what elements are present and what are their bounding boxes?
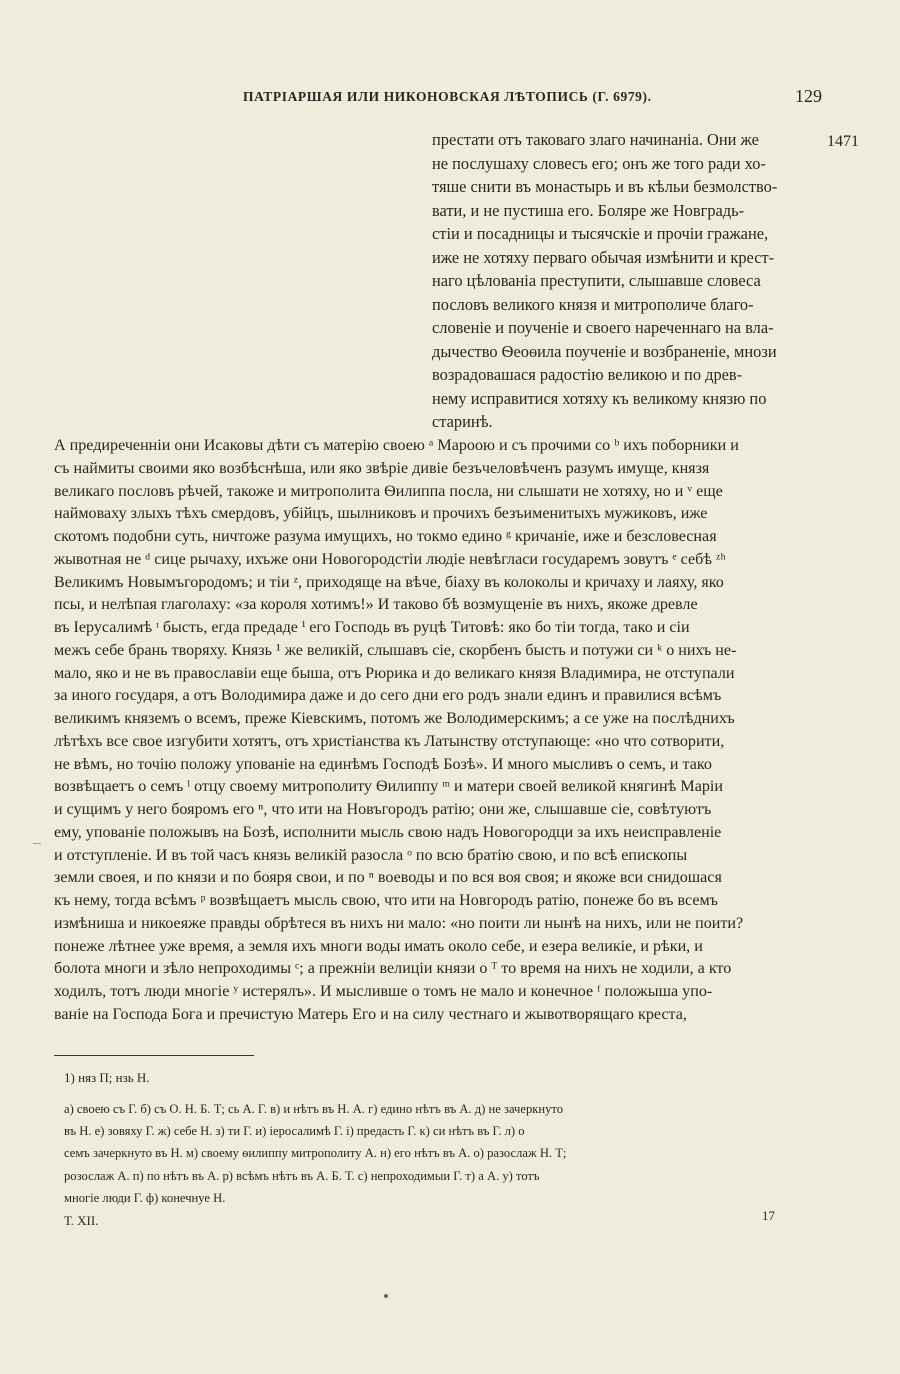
- text-line: въ Іерусалимѣ ᶦ бысть, егда предаде ⁱ его Господь въ руцѣ Титовѣ: яко бо тіи тогда, тако и сіи: [54, 619, 690, 636]
- text-line: великаго пословъ рѣчей, такоже и митрополита Ѳилиппа посла, ни слышати не хотяху, но и ᵛ еще: [54, 482, 723, 500]
- text-line: престати отъ таковаго злаго начинаніа. Они же: [432, 130, 759, 149]
- sheet-signature: 17: [762, 1208, 775, 1223]
- text-line: стіи и посадницы и тысячскіе и прочіи гражане,: [432, 224, 769, 243]
- volume-signature: Т. XII.: [64, 1213, 99, 1228]
- text-line: мало, яко и не въ православіи еще быша, отъ Рюрика и до великаго князя Владимира, не отступали: [54, 664, 735, 682]
- text-line: земли своея, и по князи и по бояря свои, и по ⁿ воеводы и по вся воя своя; и якоже вси снидошася: [54, 869, 722, 887]
- text-line: жывотная не ᵈ сице рычаху, ихъже они Новогородстіи людіе невѣгласи государемъ зовутъ ᵉ себѣ ᶻʰ: [54, 550, 726, 568]
- text-line: за иного государя, а отъ Володимира даже и до сего дни его родъ знали единъ и правилися всѣмъ: [54, 687, 722, 705]
- text-line: не вѣмъ, но точію положу упованіе на единѣмъ Господѣ Бозѣ». И много мысливъ о семъ, и тако: [54, 755, 712, 773]
- text-line: ваніе на Господа Бога и пречистую Матерь Его и на силу честнаго и жывотворящаго креста,: [54, 1005, 687, 1023]
- text-line: понеже лѣтнее уже время, а земля ихъ многи воды имать около себе, и езера великіе, и рѣки, и: [54, 937, 703, 955]
- text-line: иже не хотяху перваго обычая измѣнити и крест-: [432, 247, 775, 267]
- text-line: возрадовашася радостію великою и по древ-: [432, 365, 743, 384]
- text-line: псы, и нелѣпая глаголаху: «за короля хотимъ!» И таково бѣ возмущеніе въ нихъ, якоже древле: [54, 596, 698, 614]
- text-line: словеніе и поученіе и своего нареченнаго на вла-: [432, 318, 774, 337]
- text-line: къ нему, тогда всѣмъ ᵖ возвѣщаетъ мысль свою, что ити на Новгородъ ратію, понеже бо въ всемъ: [54, 892, 718, 909]
- text-line: межъ себе брань творяху. Князь ¹ же великій, слышавъ сіе, скорбенъ бысть и потужи си ᵏ о нихъ не-: [54, 641, 737, 659]
- text-line: болота многи и зѣло непроходимы ᶜ; а прежніи велиціи князи о ᵀ то время на нихъ не ходили, а кто: [54, 960, 732, 978]
- text-line: наймоваху злыхъ тѣхъ смердовъ, убійцъ, шылниковъ и прочихъ безъименитыхъ мужиковъ, иже: [54, 505, 708, 523]
- text-line: пословъ великого князя и митрополиче благо-: [432, 294, 754, 314]
- running-title: ПАТРІАРШАЯ ИЛИ НИКОНОВСКАЯ ЛѢТОПИСЬ (Г. 6979).: [243, 89, 652, 104]
- main-paragraph: [54, 435, 823, 1027]
- indented-paragraph: [432, 128, 823, 434]
- text-line: Великимъ Новымъгородомъ; и тіи ᶻ, приходяще на вѣче, біаху въ колоколы и кричаху и лаяху, яко: [54, 573, 724, 591]
- paper-stain: [384, 1294, 388, 1298]
- text-line: скотомъ подобни суть, ничтоже разума имущихъ, но токмо едино ᵍ кричаніе, иже и безсловесная: [54, 528, 717, 545]
- text-line: вати, и не пустиша его. Боляре же Новградь-: [432, 200, 745, 220]
- text-line: измѣниша и никоеяже правды обрѣтеся въ нихъ ни мало: «но поити ли нынѣ на нихъ, или не поити?: [54, 914, 744, 932]
- text-line: дычество Ѳеоѳила поученіе и возбраненіе, мнози: [432, 341, 777, 361]
- variant-line: семъ зачеркнуто въ Н. м) своему ѳилиппу митрополиту А. н) его нѣтъ въ А. о) разослаж Н. Т;: [64, 1146, 567, 1161]
- text-line: лѣтѣхъ все свое изгубити хотятъ, отъ христіанства къ Латынству отступающе: «но что сотворити,: [54, 732, 725, 750]
- page-number: 129: [795, 86, 822, 106]
- text-line: ему, упованіе положывъ на Бозѣ, исполнити мысль свою надъ Новогородци за ихъ неисправленіе: [54, 823, 722, 841]
- variant-line: въ Н. е) зовяху Г. ж) себе Н. з) ти Г. и) іеросалимѣ Г. і) предасть Г. к) си нѣтъ въ Г. л) о: [64, 1124, 525, 1139]
- variant-line: а) своею съ Г. б) съ О. Н. Б. Т; сь А. Г. в) и нѣтъ въ Н. А. г) едино нѣтъ въ А. д) не зачеркнуто: [64, 1102, 564, 1116]
- margin-pencil-mark: [33, 843, 41, 844]
- text-line: тяше снити въ монастырь и въ кѣльи безмолство-: [432, 177, 778, 196]
- text-line: ходилъ, тотъ люди многіе ʸ истерялъ». И мысливше о томъ не мало и конечное ᶠ положыша упо-: [54, 983, 713, 1000]
- text-line: наго цѣлованіа преступити, слышавше словеса: [432, 271, 761, 290]
- text-line: старинѣ.: [432, 412, 493, 431]
- variant-line: многіе люди Г. ф) конечнуе Н.: [64, 1190, 226, 1205]
- text-line: съ наймиты своими яко возбѣснѣша, или яко звѣріе дивіе безъчеловѣченъ разумъ имуще, князя: [54, 459, 710, 477]
- variant-line: розослаж А. п) по нѣтъ въ А. р) всѣмъ нѣтъ въ А. Б. Т. с) непроходимыи Г. т) а А. у) тотъ: [64, 1168, 540, 1183]
- text-line: великимъ княземъ о всемъ, преже Кіевскимъ, потомъ же Володимерскимъ; а се уже на послѣднихъ: [54, 710, 735, 727]
- footnote: 1) няз П; нзь Н.: [64, 1070, 150, 1085]
- text-line: и отступленіе. И въ той часъ князь великій разосла ᵒ по всю братію свою, и по всѣ епископы: [54, 846, 688, 864]
- text-line: и сущимъ у него бояромъ его ⁿ, что ити на Новъгородъ ратію; они же, слышавше сіе, совѣтуютъ: [54, 801, 712, 818]
- text-line: А предиреченніи они Исаковы дѣти съ матерію своею ᵃ Мароою и съ прочими со ᵇ ихъ поборники и: [54, 437, 739, 454]
- text-line: нему исправитися хотяху къ великому князю по: [432, 388, 767, 408]
- text-line: не послушаху словесъ его; онъ же того ради хо-: [432, 153, 766, 173]
- variant-readings: [64, 1098, 824, 1209]
- footnote-divider: [54, 1055, 254, 1056]
- text-line: возвѣщаетъ о семъ ˡ отцу своему митрополиту Ѳилиппу ᵐ и матери своей великой княгинѣ Маріи: [54, 778, 723, 796]
- year-marker: 1471: [827, 133, 859, 150]
